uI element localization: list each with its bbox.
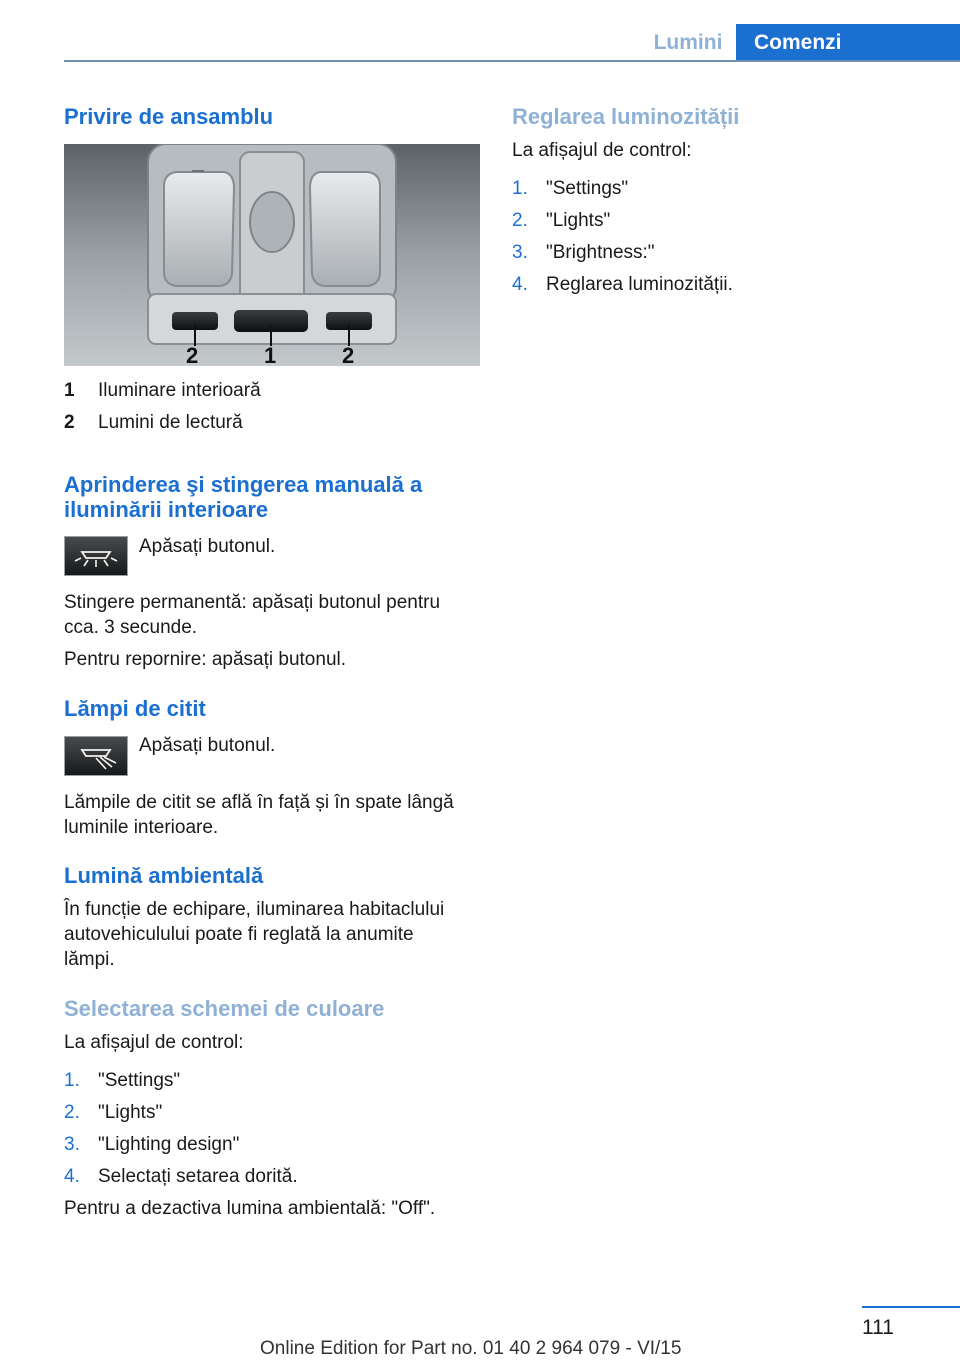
brightness-heading: Reglarea luminozității xyxy=(512,104,740,129)
reading-desc-line1: Lămpile de citit se află în față și în spate lângă xyxy=(64,792,454,813)
color-scheme-heading: Selectarea schemei de culoare xyxy=(64,996,385,1021)
permanent-off-line2: cca. 3 secunde. xyxy=(64,617,198,638)
reading-lamps-heading: Lămpi de citit xyxy=(64,696,206,721)
step-text: "Settings" xyxy=(546,178,629,199)
callout-interior: 1 xyxy=(264,343,277,366)
ambient-line2: autovehiculului poate fi reglată la anumite xyxy=(64,924,414,945)
ambient-off-note: Pentru a dezactiva lumina ambientală: "Off". xyxy=(64,1198,436,1219)
restart-text: Pentru repornire: apăsați butonul. xyxy=(64,649,347,670)
step-number: 4. xyxy=(64,1166,80,1187)
manual-light-heading-line1: Aprinderea şi stingerea manuală a xyxy=(64,472,423,497)
step-number: 1. xyxy=(64,1070,80,1091)
step-number: 4. xyxy=(512,274,528,295)
ambient-line3: lămpi. xyxy=(64,949,115,970)
step-number: 1. xyxy=(512,178,528,199)
interior-light-button-icon xyxy=(64,536,128,576)
press-button-text: Apăsați butonul. xyxy=(139,735,276,756)
overview-heading: Privire de ansamblu xyxy=(64,104,274,129)
step-number: 2. xyxy=(512,210,528,231)
step-text: Reglarea luminozității. xyxy=(546,274,733,295)
chapter-tab: Comenzi xyxy=(736,24,960,62)
brightness-intro: La afișajul de control: xyxy=(512,140,692,161)
callout-reading-right: 2 xyxy=(342,343,355,366)
step-number: 3. xyxy=(512,242,528,263)
page-number: 111 xyxy=(862,1316,894,1339)
step-text: Selectați setarea dorită. xyxy=(98,1166,298,1187)
step-number: 2. xyxy=(64,1102,80,1123)
ambient-line1: În funcție de echipare, iluminarea habitaclului xyxy=(64,899,445,920)
permanent-off-line1: Stingere permanentă: apăsați butonul pentru xyxy=(64,592,441,613)
step-text: "Lighting design" xyxy=(98,1134,240,1155)
step-text: "Lights" xyxy=(98,1102,163,1123)
section-tab: Lumini xyxy=(653,31,723,54)
ambient-heading: Lumină ambientală xyxy=(64,863,264,888)
step-text: "Lights" xyxy=(546,210,611,231)
legend-number: 2 xyxy=(64,412,75,433)
overhead-console-photo xyxy=(64,144,480,366)
color-scheme-intro: La afișajul de control: xyxy=(64,1032,244,1053)
step-text: "Brightness:" xyxy=(546,242,655,263)
reading-light-button-icon xyxy=(64,736,128,776)
step-number: 3. xyxy=(64,1134,80,1155)
step-text: "Settings" xyxy=(98,1070,181,1091)
header-rule xyxy=(64,60,960,62)
press-button-text: Apăsați butonul. xyxy=(139,536,276,557)
callout-reading-left: 2 xyxy=(186,343,199,366)
manual-light-heading-line2: iluminării interioare xyxy=(64,497,269,522)
footer-rule xyxy=(862,1306,960,1308)
edition-footer: Online Edition for Part no. 01 40 2 964 079 - VI/15 xyxy=(260,1338,682,1359)
reading-desc-line2: luminile interioare. xyxy=(64,817,219,838)
legend-number: 1 xyxy=(64,380,75,401)
legend-text: Iluminare interioară xyxy=(98,380,261,401)
legend-text: Lumini de lectură xyxy=(98,412,243,433)
